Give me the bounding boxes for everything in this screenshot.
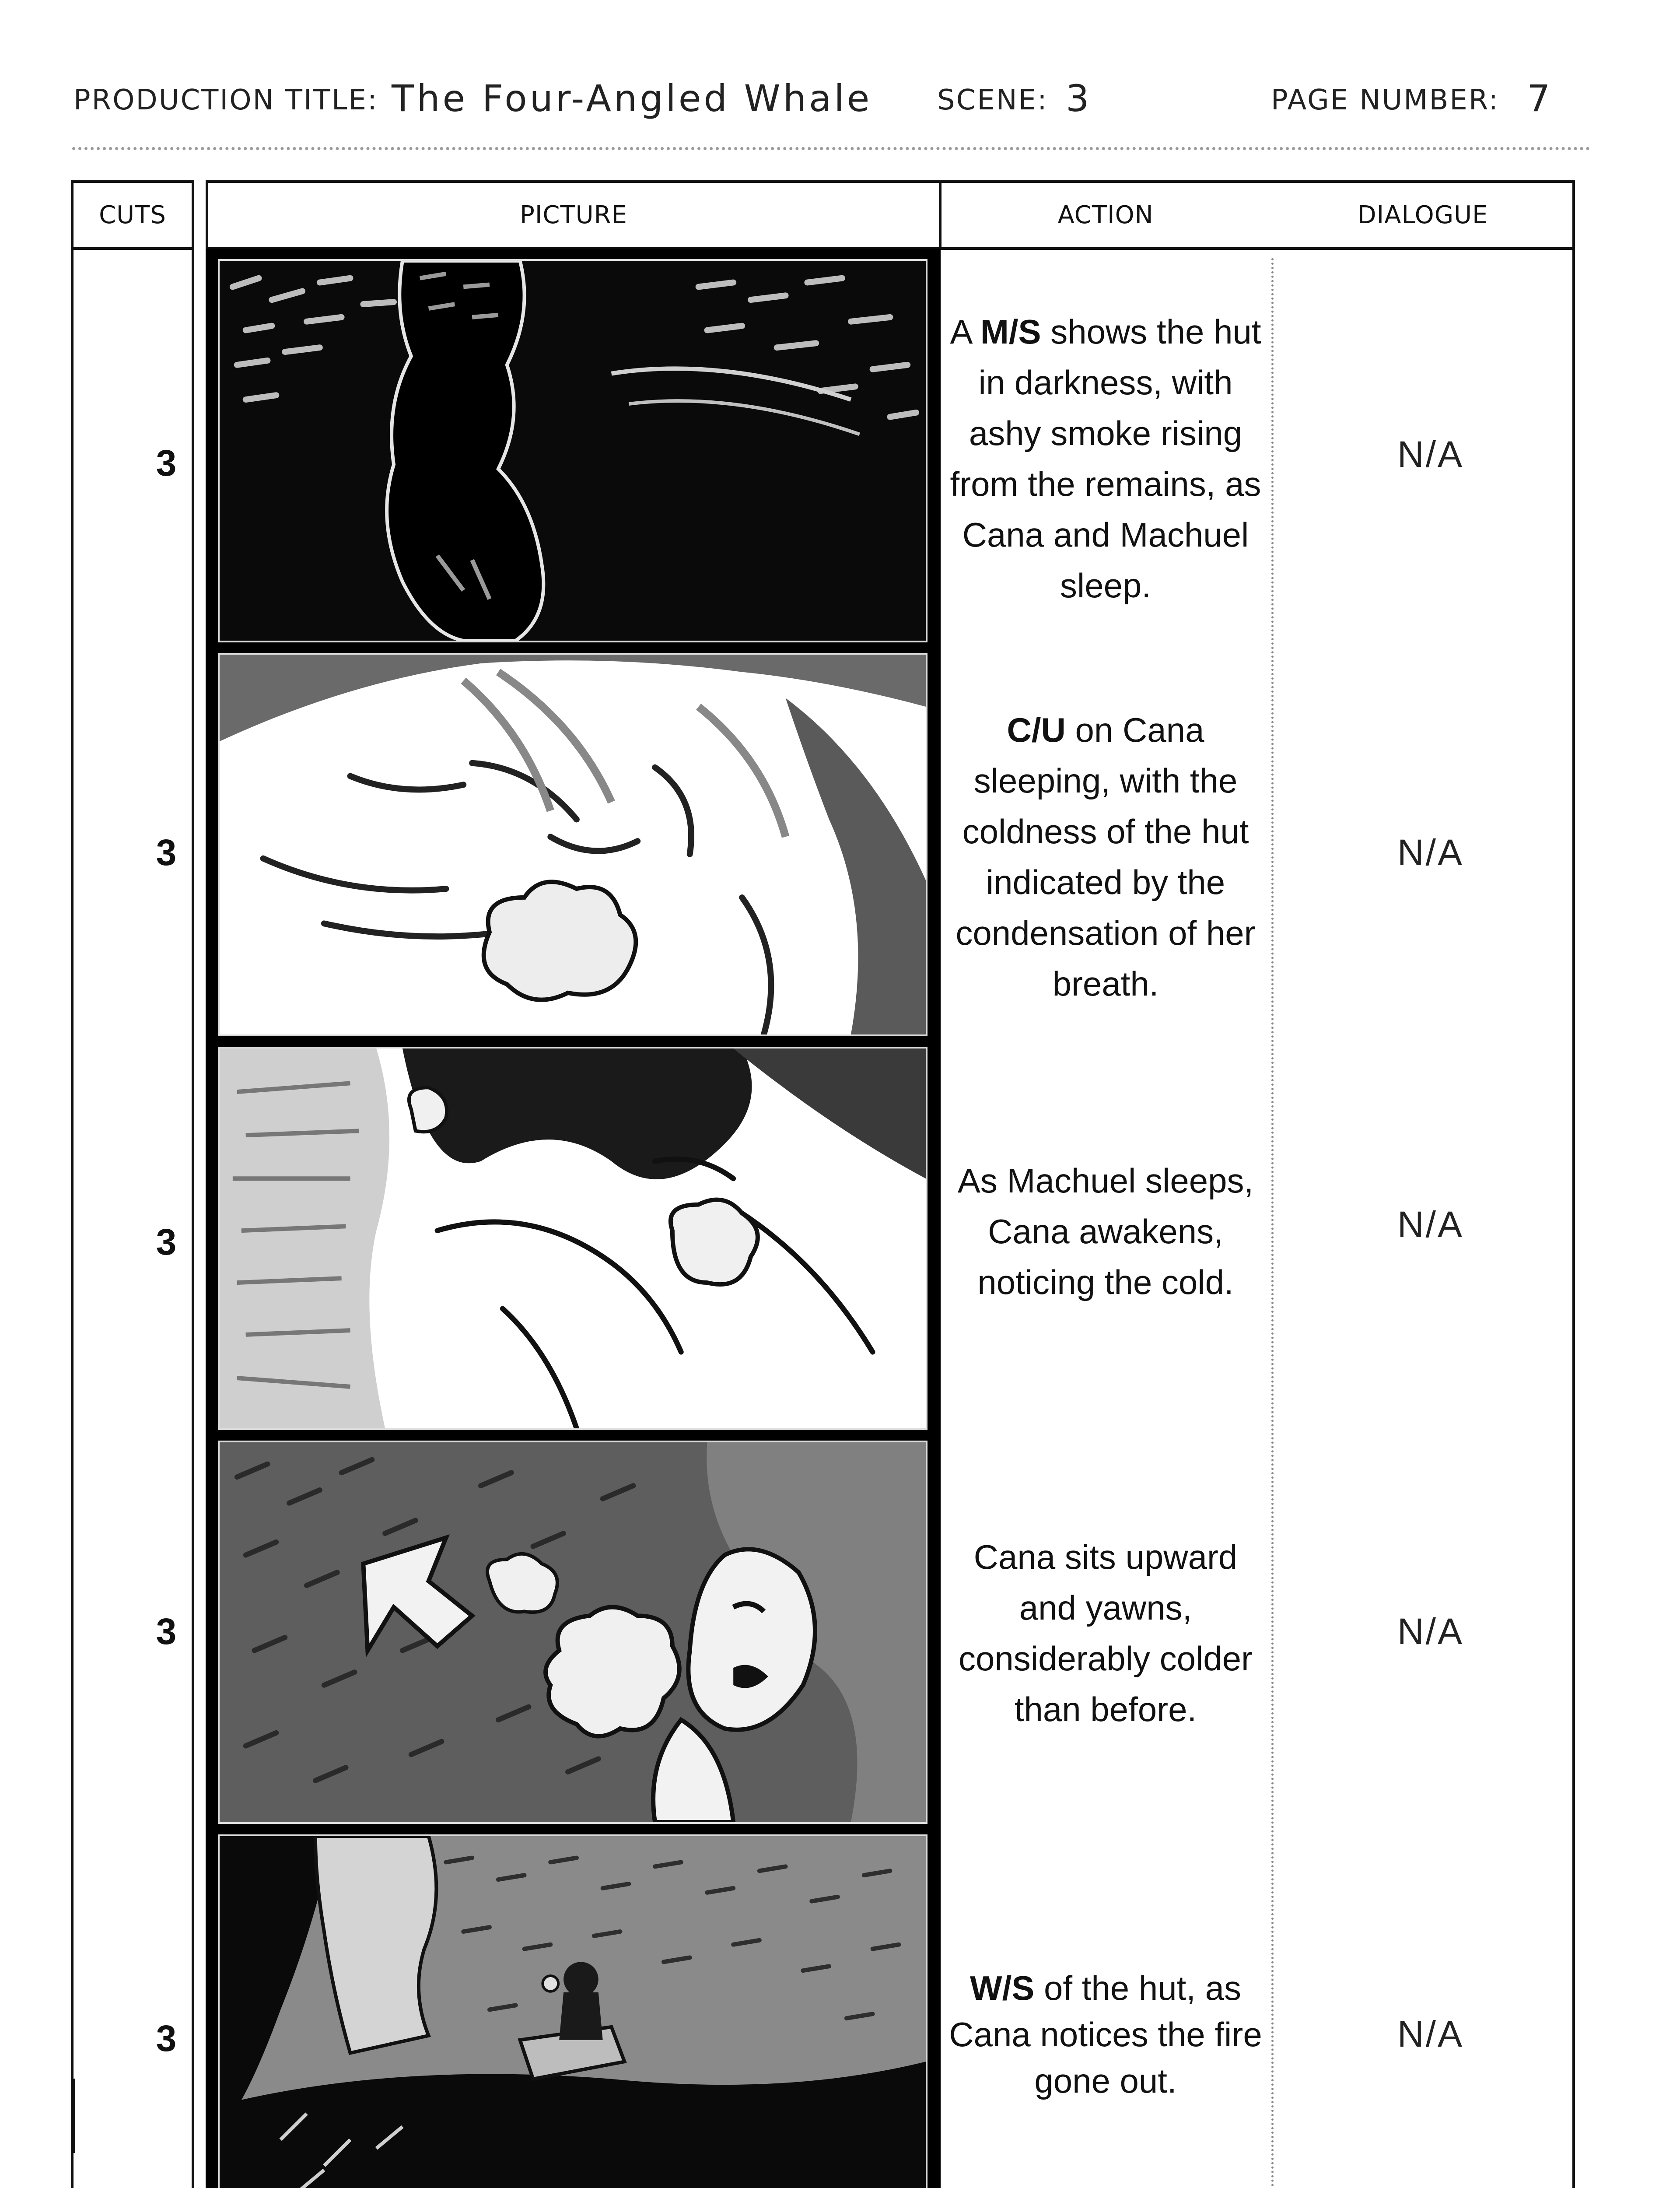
dialogue-text: N/A [1397,2013,1464,2055]
storyboard-frame-3[interactable] [218,1047,928,1430]
page-number-label: PAGE NUMBER: [1271,84,1499,116]
page-number-value: 7 [1527,77,1553,120]
margin-mark [71,2079,75,2153]
action-text-body: As Machuel sleeps, Cana awakens, noticing the cold. [957,1161,1254,1301]
column-header-picture: PICTURE [520,200,627,229]
action-text-body: shows the hut in darkness, with ashy smoke rising from the remains, as Cana and Machuel sleep. [950,312,1261,605]
dialogue-text: N/A [1397,1204,1464,1245]
scene-label: SCENE: [937,84,1048,116]
action-text [942,306,1270,611]
action-text [942,1532,1270,1735]
action-text-prefix: A [950,312,980,351]
action-text-body: Cana sits upward and yawns, considerably colder than before. [958,1538,1253,1729]
cut-number: 3 [156,442,177,484]
production-title-label: PRODUCTION TITLE: [74,84,378,116]
action-text [942,705,1270,1009]
header-divider [72,147,1590,150]
action-text [942,1965,1270,2104]
storyboard-frame-2[interactable] [218,653,928,1036]
shot-type-label: C/U [1007,711,1066,749]
action-text-body: on Cana sleeping, with the coldness of the hut indicated by the condensation of her breath. [956,711,1256,1003]
cut-number: 3 [156,1611,177,1652]
cut-number: 3 [156,832,177,873]
column-header-action: ACTION [1057,200,1154,229]
shot-type-label: W/S [970,1969,1035,2007]
action-text [942,1155,1270,1308]
cut-number: 3 [156,1221,177,1262]
dialogue-text: N/A [1397,832,1464,873]
column-header-dialogue: DIALOGUE [1357,200,1488,229]
picture-strip [206,249,941,2188]
cut-number: 3 [156,2018,177,2059]
dialogue-text: N/A [1397,1611,1464,1652]
cuts-header-divider [71,247,194,250]
dialogue-text: N/A [1397,434,1464,475]
scene-value: 3 [1066,77,1092,120]
storyboard-frame-4[interactable] [218,1441,928,1824]
production-title-value: The Four-Angled Whale [392,77,872,120]
action-text-body: of the hut, as Cana notices the fire gone out. [949,1969,1262,2100]
storyboard-frame-5[interactable] [218,1834,928,2188]
shot-type-label: M/S [980,312,1041,351]
column-header-cuts: CUTS [99,200,166,229]
storyboard-frame-1[interactable] [218,259,928,642]
